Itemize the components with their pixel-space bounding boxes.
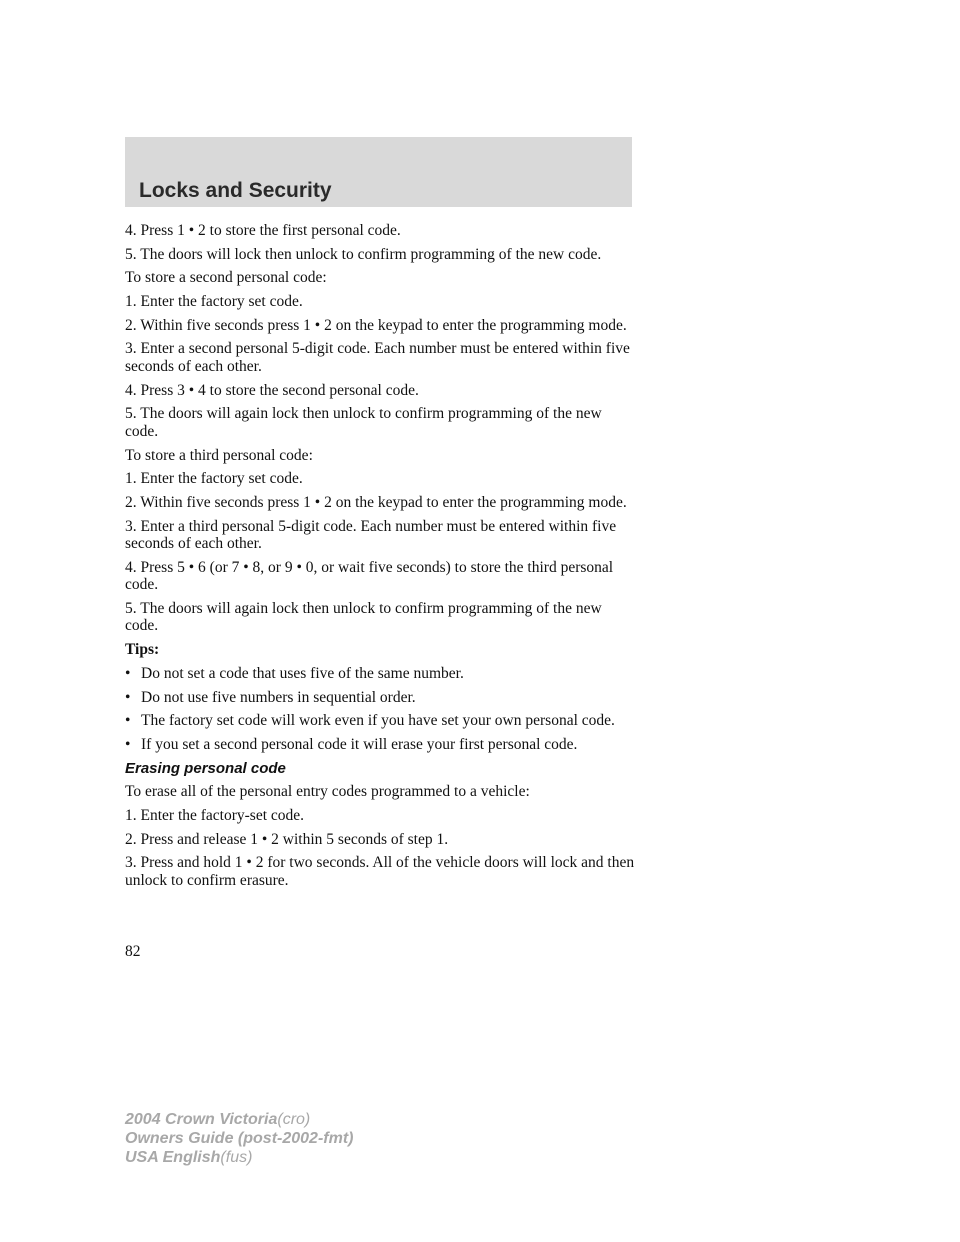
- paragraph: To store a third personal code:: [125, 446, 313, 464]
- paragraph: 4. Press 1 • 2 to store the first personal code.: [125, 222, 401, 239]
- list-item-text: If you set a second personal code it will erase your first personal code.: [141, 735, 578, 753]
- bullet-icon: •: [125, 688, 131, 706]
- paragraph: 4. Press 3 • 4 to store the second personal code.: [125, 381, 419, 399]
- paragraph: 5. The doors will lock then unlock to confirm programming of the new code.: [125, 245, 602, 263]
- list-item-text: The factory set code will work even if you have set your own personal code.: [141, 712, 615, 730]
- footer-language: USA English: [125, 1149, 221, 1166]
- list-item-text: Do not use five numbers in sequential order.: [141, 688, 416, 706]
- footer-line: [125, 1129, 353, 1148]
- list-item: [125, 736, 637, 754]
- paragraph: 5. The doors will again lock then unlock to confirm programming of the new code.: [125, 405, 602, 440]
- paragraph: 2. Within five seconds press 1 • 2 on the keypad to enter the programming mode.: [125, 493, 627, 511]
- paragraph: 2. Press and release 1 • 2 within 5 seconds of step 1.: [125, 830, 449, 848]
- list-item: [125, 665, 637, 683]
- paragraph: 4. Press 5 • 6 (or 7 • 8, or 9 • 0, or wait five seconds) to store the third personal code.: [125, 558, 614, 594]
- section-title: Locks and Security: [139, 179, 332, 202]
- paragraph: 2. Within five seconds press 1 • 2 on the keypad to enter the programming mode.: [125, 316, 627, 334]
- paragraph: 3. Enter a second personal 5-digit code. Each number must be entered within five seconds of each other.: [125, 340, 630, 375]
- footer-language-code: (fus): [220, 1149, 253, 1166]
- body-text: [125, 222, 637, 896]
- paragraph: 3. Press and hold 1 • 2 for two seconds. All of the vehicle doors will lock and then unlock to confirm erasure.: [125, 854, 635, 889]
- paragraph: 5. The doors will again lock then unlock to confirm programming of the new code.: [125, 599, 602, 635]
- bullet-icon: •: [125, 712, 131, 730]
- document-footer: [125, 1110, 353, 1167]
- paragraph: To store a second personal code:: [125, 269, 327, 287]
- paragraph: 1. Enter the factory-set code.: [125, 806, 305, 824]
- paragraph: 1. Enter the factory set code.: [125, 470, 303, 488]
- tips-label: Tips:: [125, 641, 160, 659]
- bullet-icon: •: [125, 664, 131, 682]
- page-number: 82: [125, 943, 141, 960]
- paragraph: 3. Enter a third personal 5-digit code. Each number must be entered within five seconds of each other.: [125, 517, 617, 553]
- bullet-icon: •: [125, 735, 131, 753]
- footer-guide: Owners Guide (post-2002-fmt): [125, 1130, 354, 1147]
- footer-line: [125, 1110, 353, 1129]
- paragraph: To erase all of the personal entry codes programmed to a vehicle:: [125, 783, 530, 801]
- list-item: [125, 712, 637, 730]
- paragraph: 1. Enter the factory set code.: [125, 293, 303, 311]
- list-item-text: Do not set a code that uses five of the same number.: [141, 664, 464, 682]
- footer-vehicle: 2004 Crown Victoria: [125, 1111, 278, 1128]
- list-item: [125, 689, 637, 707]
- footer-vehicle-code: (cro): [277, 1111, 311, 1128]
- subheading: Erasing personal code: [125, 759, 286, 777]
- footer-line: [125, 1148, 353, 1167]
